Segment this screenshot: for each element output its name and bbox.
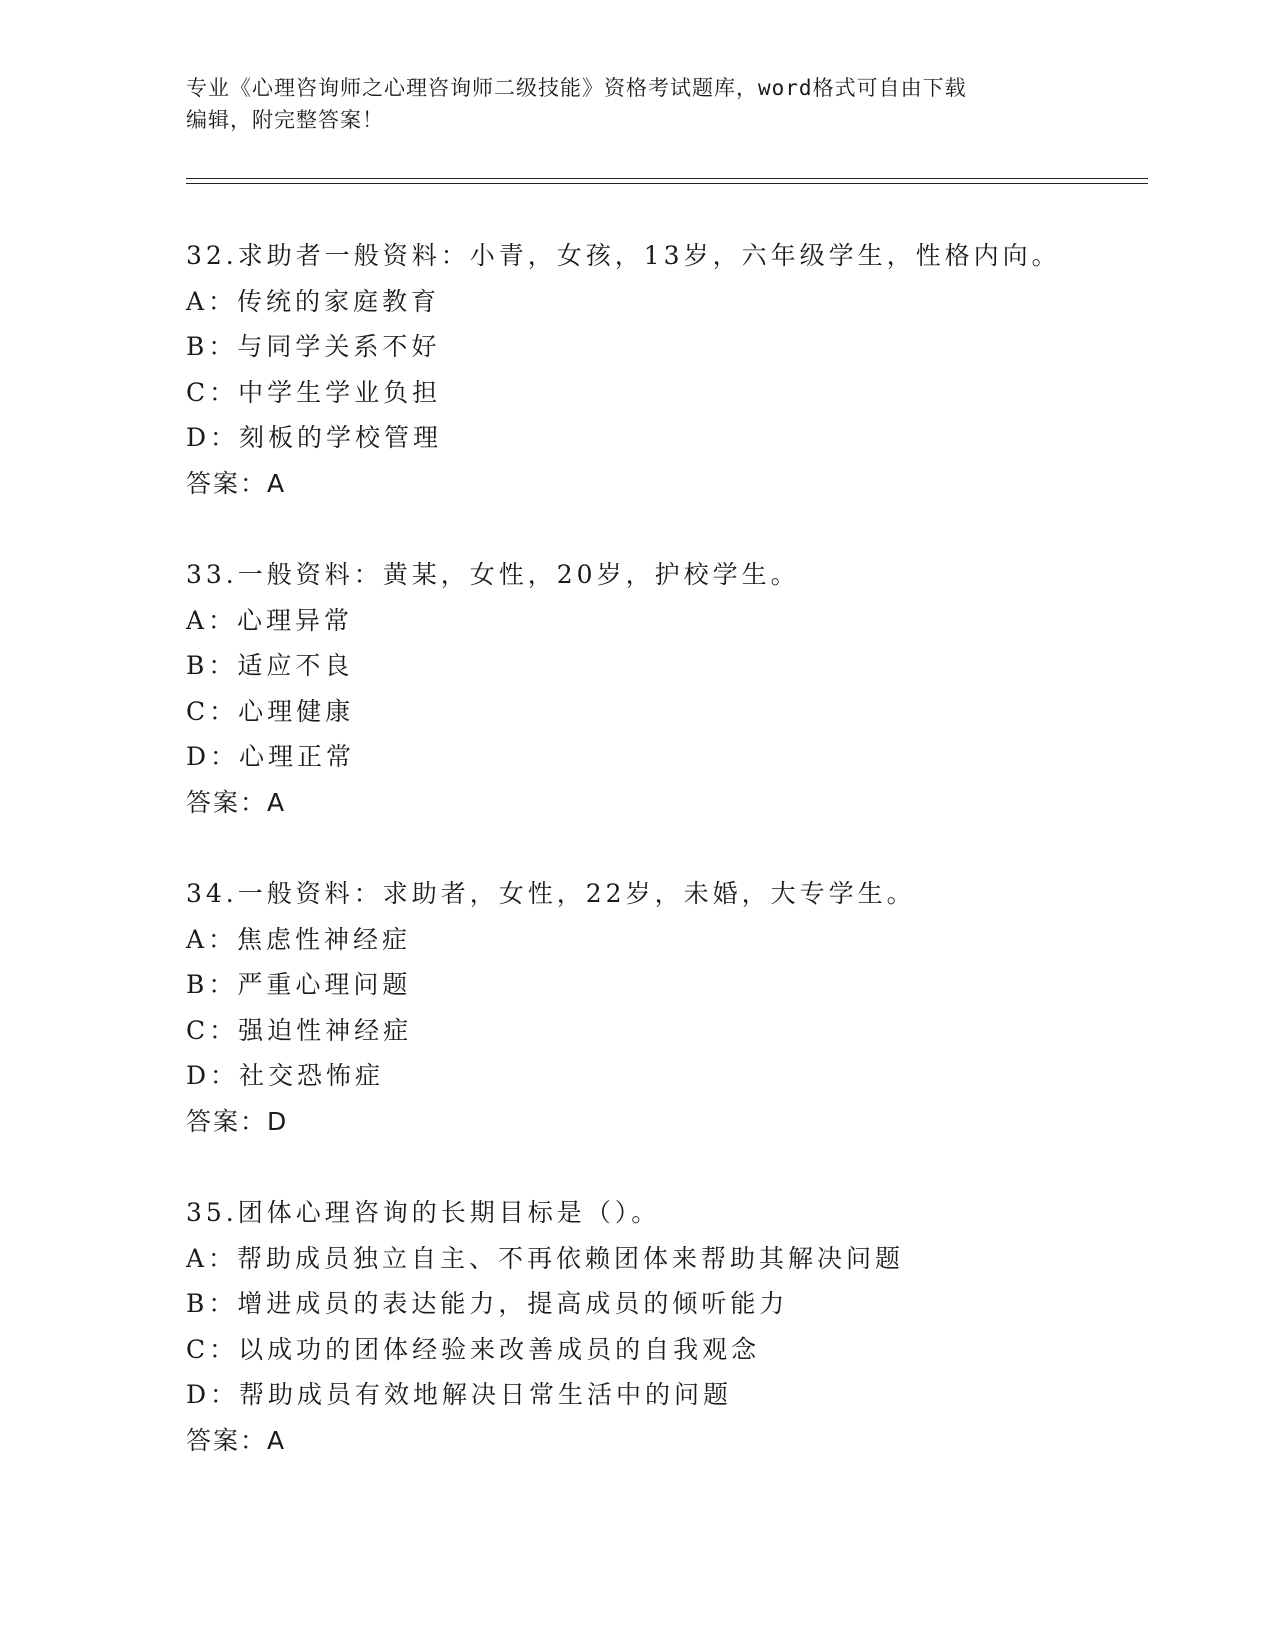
option-a: A：帮助成员独立自主、不再依赖团体来帮助其解决问题 [186, 1243, 905, 1273]
option-b: B：与同学关系不好 [186, 332, 441, 361]
answer-line: 答案：A [186, 787, 287, 817]
question-32 [186, 233, 1146, 506]
header-line-2: 编辑，附完整答案！ [186, 108, 384, 132]
answer-line: 答案：A [186, 468, 287, 498]
question-stem: 32.求助者一般资料：小青，女孩，13岁，六年级学生，性格内向。 [186, 241, 1061, 270]
question-list [186, 233, 1146, 1509]
question-stem: 35.团体心理咨询的长期目标是（）。 [186, 1198, 661, 1227]
header-divider-bottom [186, 183, 1148, 184]
option-d: D：心理正常 [186, 742, 356, 771]
question-34 [186, 871, 1146, 1144]
option-c: C：强迫性神经症 [186, 1015, 413, 1045]
option-c: C：心理健康 [186, 696, 355, 726]
question-stem: 34.一般资料：求助者，女性，22岁，未婚，大专学生。 [186, 879, 916, 908]
option-c: C：以成功的团体经验来改善成员的自我观念 [186, 1334, 761, 1364]
option-a: A：心理异常 [186, 605, 354, 635]
question-stem: 33.一般资料：黄某，女性，20岁，护校学生。 [186, 560, 800, 589]
option-b: B：增进成员的表达能力，提高成员的倾听能力 [186, 1289, 789, 1318]
option-c: C：中学生学业负担 [186, 377, 442, 407]
question-35 [186, 1190, 1146, 1463]
option-a: A：传统的家庭教育 [186, 286, 441, 316]
document-header [186, 72, 1086, 136]
question-33 [186, 552, 1146, 825]
option-a: A：焦虑性神经症 [186, 924, 412, 954]
header-divider-top [186, 178, 1148, 179]
option-d: D：社交恐怖症 [186, 1061, 385, 1090]
option-b: B：适应不良 [186, 651, 354, 680]
answer-line: 答案：A [186, 1425, 287, 1455]
answer-line: 答案：D [186, 1106, 289, 1136]
header-line-1: 专业《心理咨询师之心理咨询师二级技能》资格考试题库，word格式可自由下载 [186, 76, 967, 100]
option-d: D：帮助成员有效地解决日常生活中的问题 [186, 1380, 733, 1409]
option-b: B：严重心理问题 [186, 970, 412, 999]
option-d: D：刻板的学校管理 [186, 423, 443, 452]
